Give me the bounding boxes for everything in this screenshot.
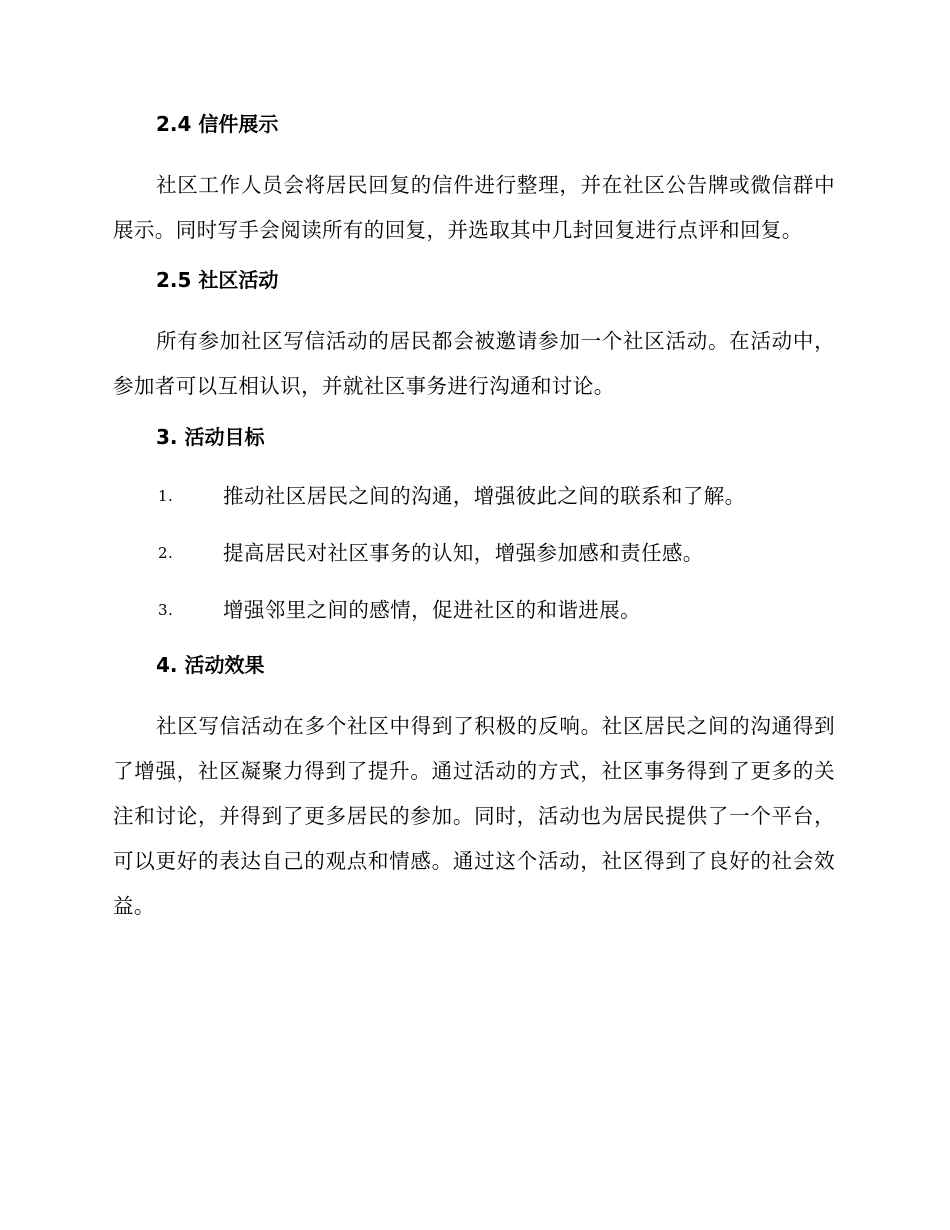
list-item-number: 3. — [158, 601, 174, 619]
list-item — [113, 590, 835, 630]
document-content — [113, 109, 835, 942]
section-paragraph-activity-effects: 社区写信活动在多个社区中得到了积极的反响。社区居民之间的沟通得到了增强，社区凝聚力得到了提升。通过活动的方式，社区事务得到了更多的关注和讨论，并得到了更多居民的参加。同时，活动也为居民提供了一个平台，可以更好的表达自己的观点和情感。通过这个活动，社区得到了良好的社会效益。 — [113, 714, 835, 918]
list-item — [113, 533, 835, 573]
section-paragraph-community-activity: 所有参加社区写信活动的居民都会被邀请参加一个社区活动。在活动中，参加者可以互相认识，并就社区事务进行沟通和讨论。 — [113, 329, 835, 398]
section-heading-activity-goals: 3. 活动目标 — [156, 425, 265, 449]
section-heading-activity-effects: 4. 活动效果 — [156, 653, 265, 677]
list-item — [113, 476, 835, 516]
section-heading-letter-display: 2.4 信件展示 — [156, 112, 279, 136]
section-paragraph-letter-display: 社区工作人员会将居民回复的信件进行整理，并在社区公告牌或微信群中展示。同时写手会阅读所有的回复，并选取其中几封回复进行点评和回复。 — [113, 173, 835, 242]
list-item-text: 增强邻里之间的感情，促进社区的和谐进展。 — [223, 598, 641, 622]
section-heading-community-activity: 2.5 社区活动 — [156, 268, 279, 292]
goals-list — [113, 476, 835, 630]
list-item-number: 2. — [158, 544, 174, 562]
list-item-number: 1. — [158, 487, 174, 505]
list-item-text: 推动社区居民之间的沟通，增强彼此之间的联系和了解。 — [223, 484, 746, 508]
list-item-text: 提高居民对社区事务的认知，增强参加感和责任感。 — [223, 541, 704, 565]
